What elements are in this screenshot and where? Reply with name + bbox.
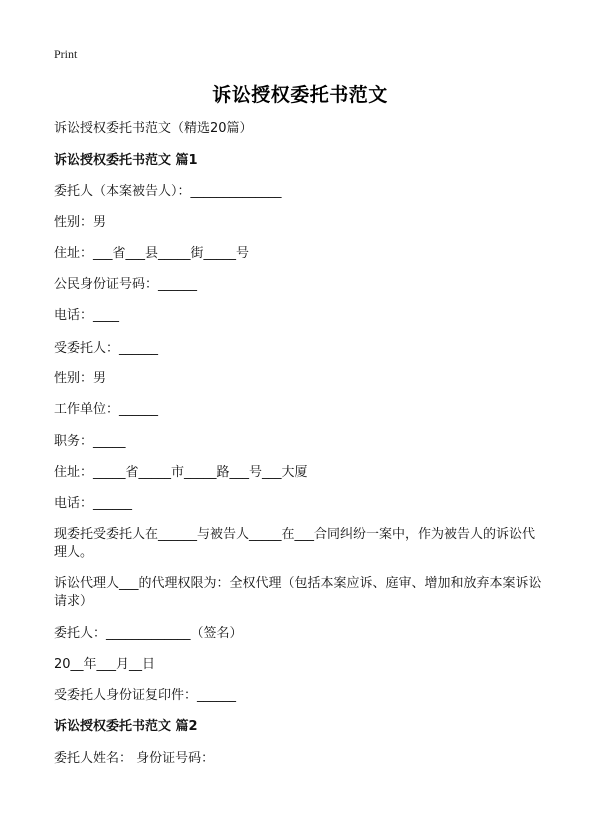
text-line: 工作单位：______ [54, 402, 159, 417]
text-line: 公民身份证号码：______ [54, 277, 198, 292]
text-line: 住址：_____省_____市_____路___号___大厦 [54, 465, 308, 480]
text-line: 20__年___月__日 [54, 657, 156, 672]
section-heading-2: 诉讼授权委托书范文 篇2 [54, 719, 198, 734]
section-heading-1: 诉讼授权委托书范文 篇1 [54, 153, 198, 168]
text-paragraph: 现委托受委托人在______与被告人_____在___合同纠纷一案中，作为被告人的诉讼代理人。 [54, 527, 536, 560]
text-line: 委托人：_____________（签名） [54, 626, 243, 641]
text-line: 受委托人：______ [54, 341, 159, 356]
text-paragraph: 诉讼代理人___的代理权限为：全权代理（包括本案应诉、庭审、增加和放弃本案诉讼请求） [54, 576, 542, 609]
text-line: 委托人姓名： 身份证号码： [54, 751, 215, 766]
text-line: 电话：______ [54, 496, 133, 511]
text-line: 性别：男 [54, 215, 107, 230]
page-title: 诉讼授权委托书范文 [212, 84, 388, 106]
print-label[interactable]: Print [54, 47, 78, 61]
text-line: 委托人（本案被告人）：______________ [54, 184, 282, 199]
text-line: 性别：男 [54, 371, 107, 386]
text-line: 电话：____ [54, 308, 120, 323]
document-subtitle: 诉讼授权委托书范文（精选20篇） [54, 121, 253, 136]
text-line: 职务：_____ [54, 434, 126, 449]
text-line: 住址：___省___县_____街_____号 [54, 246, 250, 261]
text-line: 受委托人身份证复印件：______ [54, 688, 237, 703]
